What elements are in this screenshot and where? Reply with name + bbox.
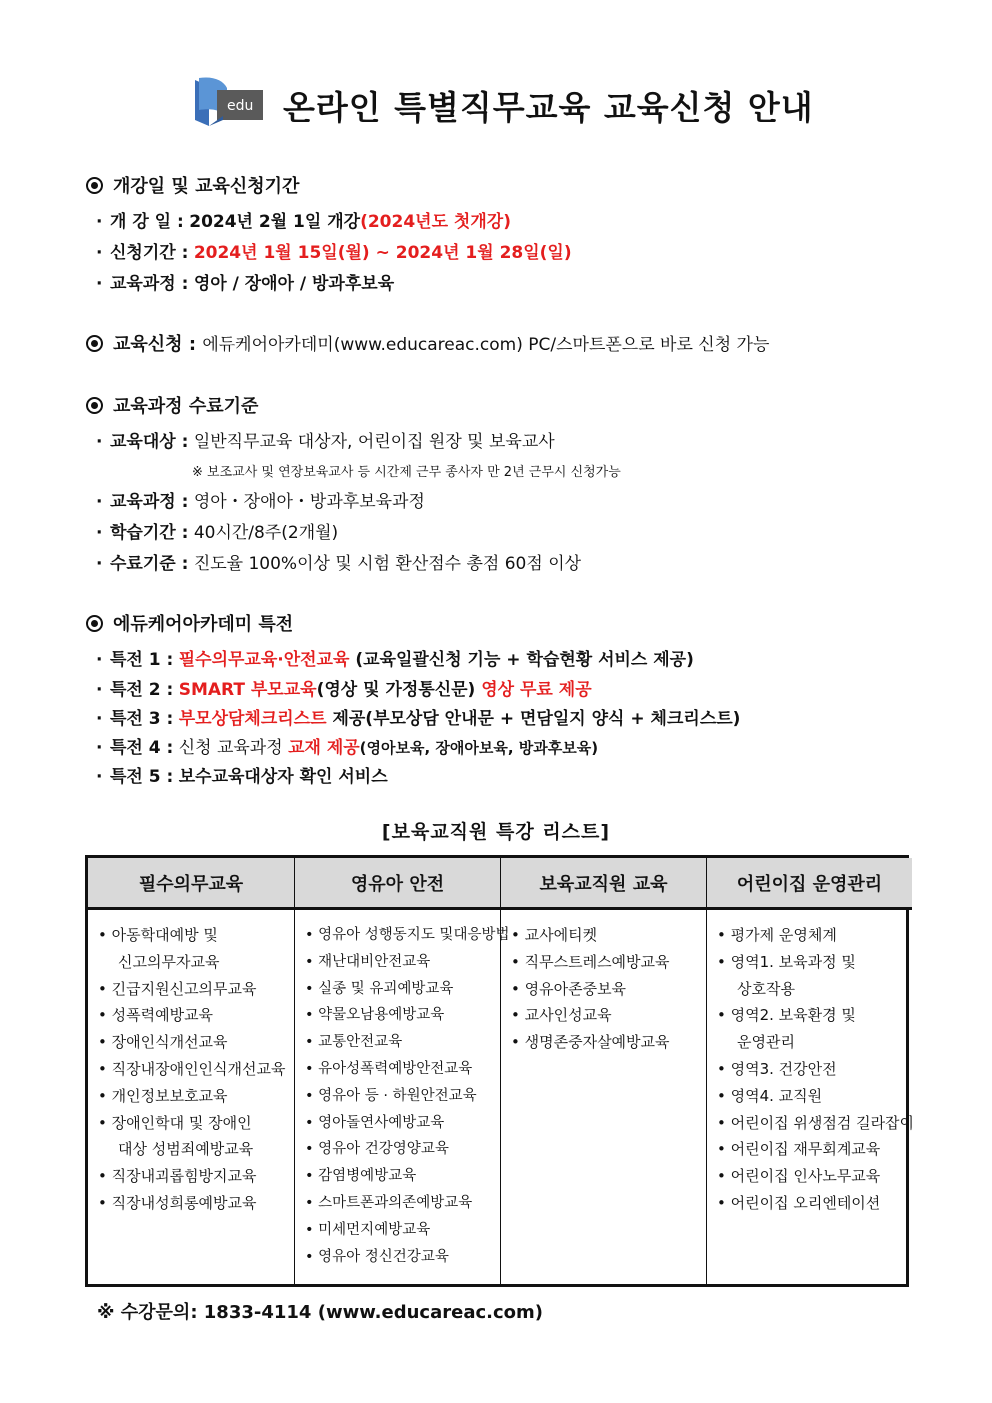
section-apply-heading: 교육신청 : 에듀케어아카데미(www.educareac.com) PC/스마트폰으로 바로 신청 가능	[86, 330, 769, 356]
column-body	[707, 910, 915, 1217]
table-column-safety	[294, 858, 510, 1284]
column-header: 보육교직원 교육	[501, 858, 706, 910]
list-item: • 영유아 등 · 하원안전교육	[305, 1087, 477, 1104]
bullet-circle-icon	[86, 335, 103, 352]
page-header	[0, 72, 992, 132]
list-item: • 영유아 정신건강교육	[305, 1248, 449, 1265]
list-item: • 생명존중자살예방교육	[511, 1033, 670, 1052]
list-item: • 영유아 성행동지도 및대응방법	[305, 927, 510, 943]
lecture-list-title: [보육교직원 특강 리스트]	[381, 821, 611, 843]
column-header: 영유아 안전	[295, 858, 500, 910]
open-date-line: · 개 강 일 : 2024년 2월 1일 개강(2024년도 첫개강)	[96, 212, 511, 232]
list-item: • 장애인식개선교육	[98, 1033, 228, 1052]
target-line: · 교육대상 : 일반직무교육 대상자, 어린이집 원장 및 보육교사	[96, 432, 555, 452]
target-note: ※ 보조교사 및 연장보육교사 등 시간제 근무 종사자 만 2년 근무시 신청가능	[192, 465, 621, 480]
list-item: • 스마트폰과의존예방교육	[305, 1194, 473, 1211]
table-column-mandatory	[88, 858, 294, 1284]
list-item: 신고의무자교육	[118, 952, 220, 971]
benefit-1-line: · 특전 1 : 필수의무교육·안전교육 (교육일괄신청 기능 + 학습현황 서비스 제공)	[96, 650, 694, 670]
list-item: • 장애인학대 및 장애인	[98, 1113, 252, 1132]
contact-footer: ※ 수강문의: 1833-4114 (www.educareac.com)	[97, 1302, 543, 1323]
bullet-circle-icon	[86, 177, 103, 194]
column-body	[295, 910, 510, 1270]
list-item: • 약물오남용예방교육	[305, 1007, 445, 1024]
lecture-table	[85, 855, 915, 1287]
benefit-2-line: · 특전 2 : SMART 부모교육(영상 및 가정통신문) 영상 무료 제공	[96, 680, 592, 700]
list-item: • 교통안전교육	[305, 1034, 403, 1051]
edu-logo-icon	[193, 76, 265, 128]
list-item: • 영역2. 보육환경 및	[717, 1006, 856, 1025]
page-title: 온라인 특별직무교육 교육신청 안내	[283, 88, 814, 127]
study-period-line: · 학습기간 : 40시간/8주(2개월)	[96, 523, 339, 543]
table-column-management	[706, 858, 915, 1284]
list-item: 운영관리	[737, 1033, 795, 1052]
bullet-circle-icon	[86, 397, 103, 414]
list-item: • 교사인성교육	[511, 1006, 612, 1025]
list-item: • 영아돌연사예방교육	[305, 1114, 445, 1131]
list-item: • 어린이집 위생점검 길라잡이	[717, 1113, 915, 1132]
benefit-3-line: · 특전 3 : 부모상담체크리스트 제공(부모상담 안내문 + 면담일지 양식 + 체크리스트)	[96, 709, 741, 729]
column-header: 어린이집 운영관리	[707, 858, 912, 910]
list-item: • 어린이집 인사노무교육	[717, 1167, 881, 1186]
table-column-staff	[500, 858, 706, 1284]
list-item: • 영유아존중보육	[511, 979, 627, 998]
list-item: • 교사에티켓	[511, 926, 598, 944]
list-item: • 영역3. 건강안전	[717, 1059, 837, 1078]
list-item: • 영역1. 보육과정 및	[717, 952, 856, 971]
column-body	[501, 910, 706, 1056]
list-item: 대상 성범죄예방교육	[118, 1140, 254, 1159]
course-line: · 교육과정 : 영아 / 장애아 / 방과후보육	[96, 274, 395, 294]
benefit-5-line: · 특전 5 : 보수교육대상자 확인 서비스	[96, 767, 388, 787]
list-item: • 직장내장애인인식개선교육	[98, 1059, 286, 1078]
section-criteria-heading: 교육과정 수료기준	[86, 392, 258, 418]
apply-period-line: · 신청기간 : 2024년 1월 15일(월) ~ 2024년 1월 28일(일)	[96, 243, 572, 263]
benefit-4-line: · 특전 4 : 신청 교육과정 교재 제공(영아보육, 장애아보육, 방과후보육)	[96, 738, 599, 758]
list-item: • 재난대비안전교육	[305, 953, 431, 970]
list-item: • 영역4. 교직원	[717, 1086, 823, 1105]
section-schedule-heading: 개강일 및 교육신청기간	[86, 172, 299, 198]
list-item: • 감염병예방교육	[305, 1168, 417, 1185]
list-item: • 영유아 건강영양교육	[305, 1141, 449, 1158]
list-item: • 개인정보보호교육	[98, 1086, 228, 1105]
list-item: • 어린이집 오리엔테이션	[717, 1193, 881, 1212]
column-header: 필수의무교육	[88, 858, 294, 910]
section-benefits-heading: 에듀케어아카데미 특전	[86, 610, 293, 636]
criteria-course-line: · 교육과정 : 영아・장애아・방과후보육과정	[96, 492, 425, 512]
list-item: • 유아성폭력예방안전교육	[305, 1060, 473, 1077]
list-item: • 긴급지원신고의무교육	[98, 979, 257, 998]
list-item: 상호작용	[737, 979, 795, 998]
list-item: • 직무스트레스예방교육	[511, 952, 670, 971]
list-item: • 직장내괴롭힘방지교육	[98, 1167, 257, 1186]
list-item: • 성폭력예방교육	[98, 1006, 214, 1025]
list-item: • 어린이집 재무회계교육	[717, 1140, 881, 1159]
bullet-circle-icon	[86, 615, 103, 632]
list-item: • 미세먼지예방교육	[305, 1221, 431, 1238]
column-body	[88, 910, 294, 1217]
svg-text:edu: edu	[227, 98, 254, 114]
list-item: • 직장내성희롱예방교육	[98, 1193, 257, 1212]
list-item: • 아동학대예방 및	[98, 926, 218, 944]
list-item: • 평가제 운영체계	[717, 926, 837, 944]
completion-line: · 수료기준 : 진도율 100%이상 및 시험 환산점수 총점 60점 이상	[96, 554, 582, 574]
list-item: • 실종 및 유괴예방교육	[305, 980, 454, 997]
